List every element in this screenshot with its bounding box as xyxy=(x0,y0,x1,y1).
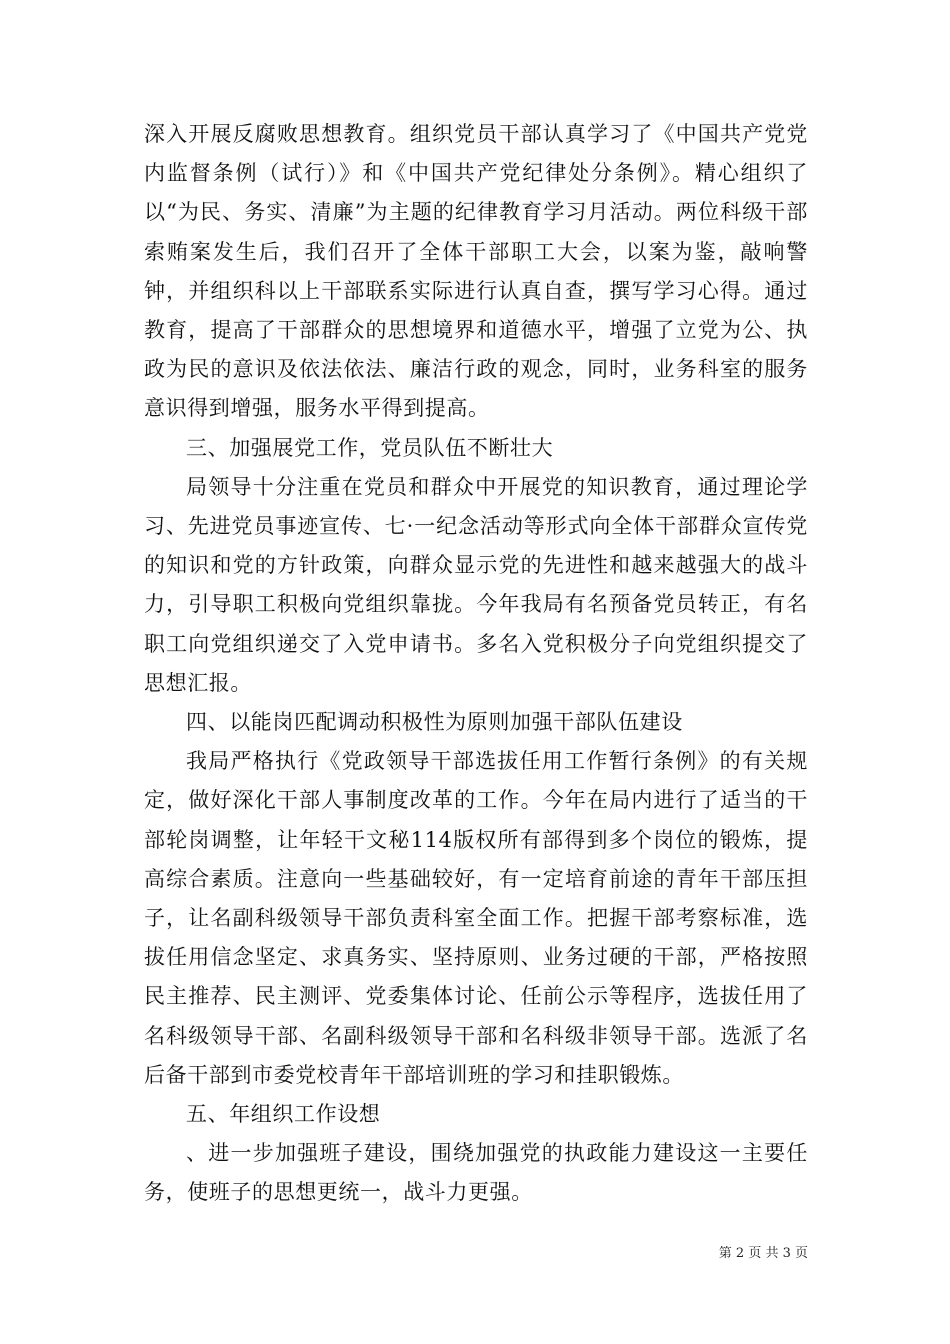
heading-work-plan: 五、年组织工作设想 xyxy=(186,1102,381,1127)
heading-party-development: 三、加强展党工作，党员队伍不断壮大 xyxy=(186,435,554,460)
paragraph-leadership-building: 、进一步加强班子建设，围绕加强党的执政能力建设这一主要任务，使班子的思想更统一，战斗力更强。 xyxy=(144,1141,808,1205)
paragraph-cadre-selection: 我局严格执行《党政领导干部选拔任用工作暂行条例》的有关规定，做好深化干部人事制度改革的工作。今年在局内进行了适当的干部轮岗调整，让年轻干文秘114版权所有部得到多个岗位的锻炼，提高综合素质。注意向一些基础较好，有一定培育前途的青年干部压担子，让名副科级领导干部负责科室全面工作。把握干部考察标准，选拔任用信念坚定、求真务实、坚持原则、业务过硬的干部，严格按照民主推荐、民主测评、党委集体讨论、任前公示等程序，选拔任用了名科级领导干部、名副科级领导干部和名科级非领导干部。选派了名后备干部到市委党校青年干部培训班的学习和挂职锻炼。 xyxy=(144,749,808,1087)
paragraph-party-knowledge-education: 局领导十分注重在党员和群众中开展党的知识教育，通过理论学习、先进党员事迹宣传、七·一纪念活动等形式向全体干部群众宣传党的知识和党的方针政策，向群众显示党的先进性和越来越强大的战斗力，引导职工积极向党组织靠拢。今年我局有名预备党员转正，有名职工向党组织递交了入党申请书。多名入党积极分子向党组织提交了思想汇报。 xyxy=(144,474,808,695)
document-body xyxy=(144,115,808,1213)
paragraph-anticorruption-education: 深入开展反腐败思想教育。组织党员干部认真学习了《中国共产党党内监督条例（试行）》和《中国共产党纪律处分条例》。精心组织了以“为民、务实、清廉”为主题的纪律教育学习月活动。两位科级干部索贿案发生后，我们召开了全体干部职工大会，以案为鉴，敲响警钟，并组织科以上干部联系实际进行认真自查，撰写学习心得。通过教育，提高了干部群众的思想境界和道德水平，增强了立党为公、执政为民的意识及依法依法、廉洁行政的观念，同时，业务科室的服务意识得到增强，服务水平得到提高。 xyxy=(144,122,808,421)
heading-cadre-team-building: 四、以能岗匹配调动积极性为原则加强干部队伍建设 xyxy=(186,710,683,735)
page-number-footer: 第 2 页 共 3 页 xyxy=(718,1246,808,1261)
